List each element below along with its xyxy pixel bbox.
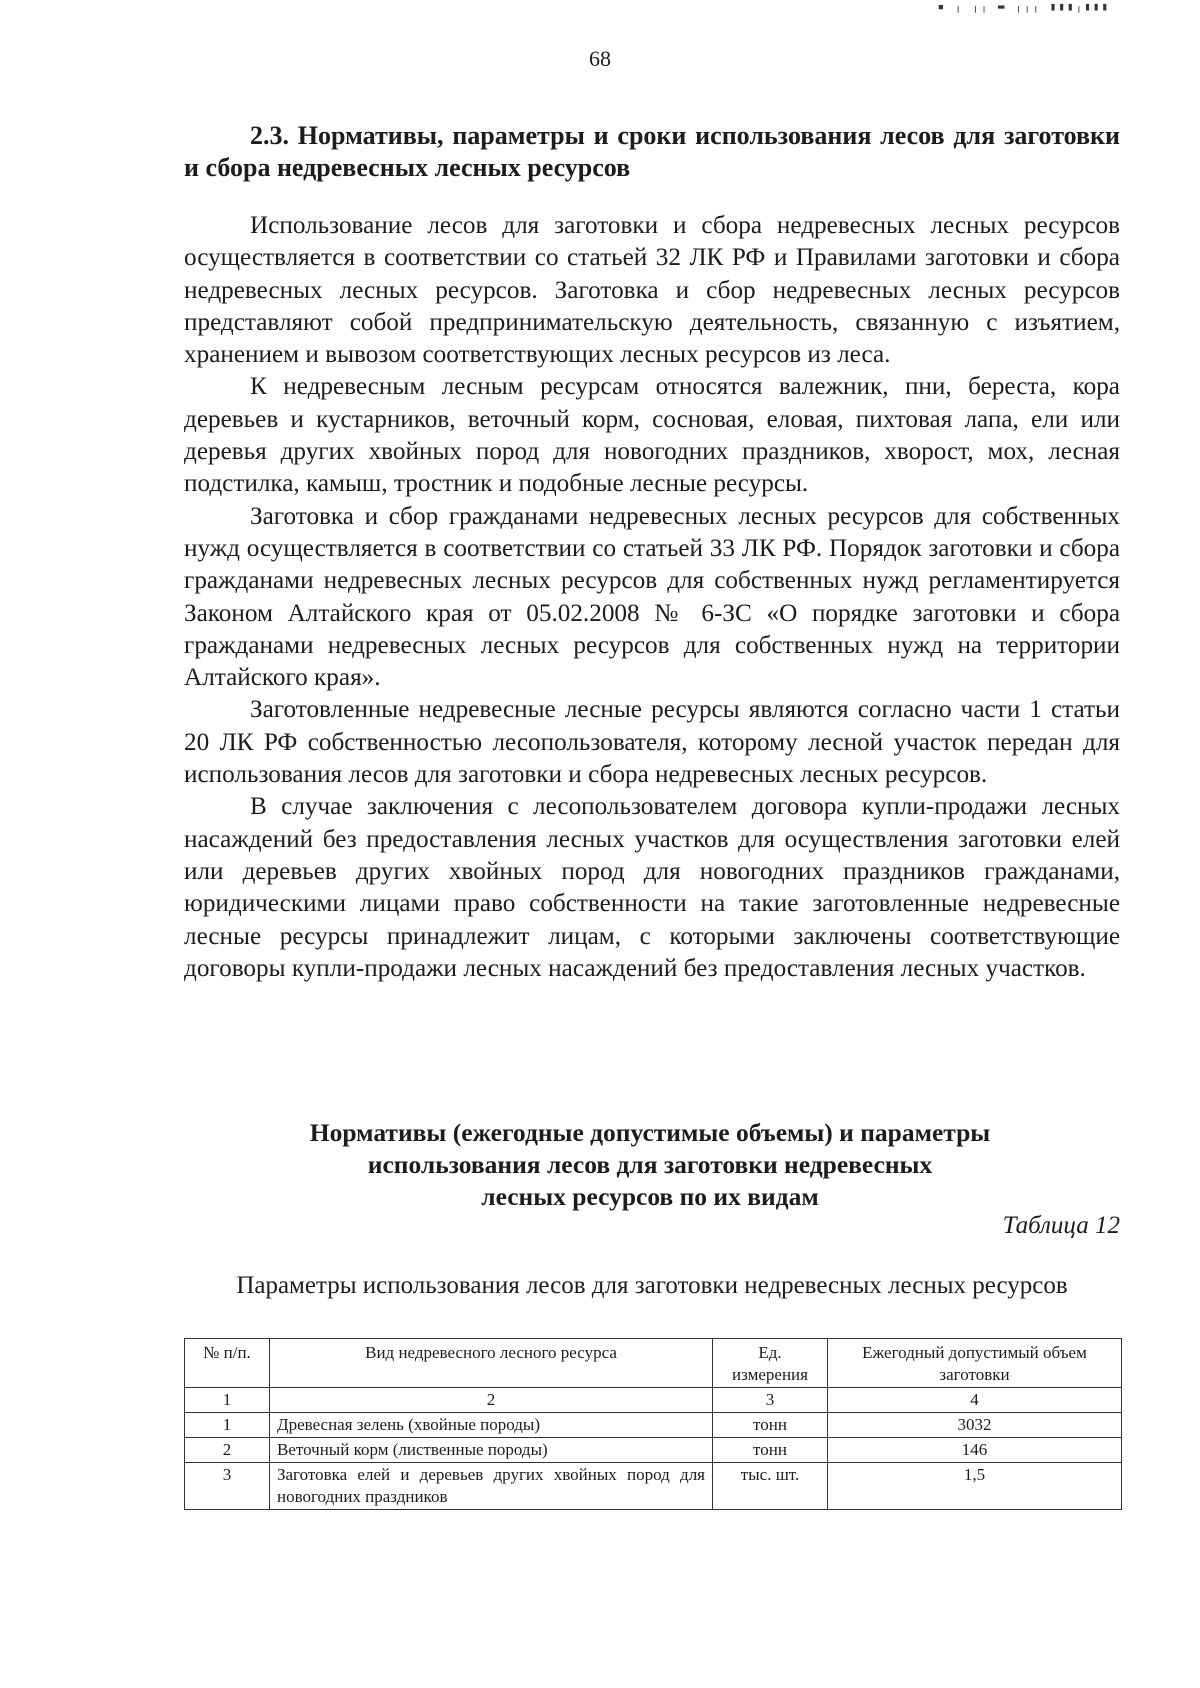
parameters-table: [184, 1338, 1122, 1510]
table-heading-line: лесных ресурсов по их видам: [481, 1182, 819, 1211]
table-header-row: [185, 1339, 1122, 1388]
header-resource-type: Вид недревесного лесного ресурса: [270, 1339, 713, 1388]
column-number-row: [185, 1388, 1122, 1413]
table-heading-line: Нормативы (ежегодные допустимые объемы) и параметры: [309, 1118, 991, 1147]
header-annual-volume: Ежегодный допустимый объем заготовки: [828, 1339, 1122, 1388]
cell-number: 1: [185, 1413, 270, 1438]
scan-marks: ▪ ╷ ╷╷ ▬ ╷╷╷ ▮▮▮╷▮▮▮: [937, 0, 1110, 13]
cell-resource-type: Заготовка елей и деревьев других хвойных пород для новогодних праздников: [270, 1463, 713, 1510]
page-number: 68: [589, 46, 611, 71]
cell-unit: тонн: [713, 1438, 828, 1463]
cell-unit: тонн: [713, 1413, 828, 1438]
paragraph-1: Использование лесов для заготовки и сбора недревесных лесных ресурсов осуществляется в соответствии со статьей 32 ЛК РФ и Правилами заготовки и сбора недревесных лесных ресурсов. Заготовка и сбор недревесных лесных ресурсов представляют собой предпринимательскую деятельность, связанную с изъятием, хранением и вывозом соответствующих лесных ресурсов из леса.: [184, 212, 1120, 369]
header-unit: Ед. измерения: [713, 1339, 828, 1388]
paragraph-4: Заготовленные недревесные лесные ресурсы являются согласно части 1 статьи 20 ЛК РФ собственностью лесопользователя, которому лесной участок передан для использования лесов для заготовки и сбора недревесных лесных ресурсов.: [184, 696, 1120, 789]
body-text: [184, 210, 1120, 985]
column-number: 1: [185, 1388, 270, 1413]
table-heading: [230, 1117, 1070, 1213]
column-number: 3: [713, 1388, 828, 1413]
section-title: 2.3. Нормативы, параметры и сроки использования лесов для заготовки и сбора недревесных лесных ресурсов: [184, 121, 1120, 182]
table-title: Параметры использования лесов для заготовки недревесных лесных ресурсов: [236, 1272, 1068, 1299]
cell-annual-volume: 3032: [828, 1413, 1122, 1438]
table-caption: Таблица 12: [1002, 1212, 1120, 1239]
paragraph-5: В случае заключения с лесопользователем договора купли-продажи лесных насаждений без предоставления лесных участков для осуществления заготовки елей или деревьев других хвойных пород для новогодних праздников гражданами, юридическими лицами право собственности на такие заготовленные недревесные лесные ресурсы принадлежит лицам, с которыми заключены соответствующие договоры купли-продажи лесных насаждений без предоставления лесных участков.: [184, 793, 1120, 982]
cell-resource-type: Веточный корм (лиственные породы): [270, 1438, 713, 1463]
cell-number: 3: [185, 1463, 270, 1510]
cell-number: 2: [185, 1438, 270, 1463]
cell-annual-volume: 1,5: [828, 1463, 1122, 1510]
header-number: № п/п.: [185, 1339, 270, 1388]
cell-resource-type: Древесная зелень (хвойные породы): [270, 1413, 713, 1438]
paragraph-3: Заготовка и сбор гражданами недревесных лесных ресурсов для собственных нужд осуществляется в соответствии со статьей 33 ЛК РФ. Порядок заготовки и сбора гражданами недревесных лесных ресурсов для собственных нужд регламентируется Законом Алтайского края от 05.02.2008 № 6-ЗС «О порядке заготовки и сбора гражданами недревесных лесных ресурсов для собственных нужд на территории Алтайского края».: [184, 502, 1120, 692]
table-row: [185, 1413, 1122, 1438]
cell-annual-volume: 146: [828, 1438, 1122, 1463]
table-heading-line: использования лесов для заготовки недревесных: [367, 1150, 933, 1179]
column-number: 2: [270, 1388, 713, 1413]
table-row: [185, 1463, 1122, 1510]
cell-unit: тыс. шт.: [713, 1463, 828, 1510]
paragraph-2: К недревесным лесным ресурсам относятся валежник, пни, береста, кора деревьев и кустарников, веточный корм, сосновая, еловая, пихтовая лапа, ели или деревья других хвойных пород для новогодних праздников, хворост, мох, лесная подстилка, камыш, тростник и подобные лесные ресурсы.: [184, 373, 1120, 498]
column-number: 4: [828, 1388, 1122, 1413]
table-row: [185, 1438, 1122, 1463]
